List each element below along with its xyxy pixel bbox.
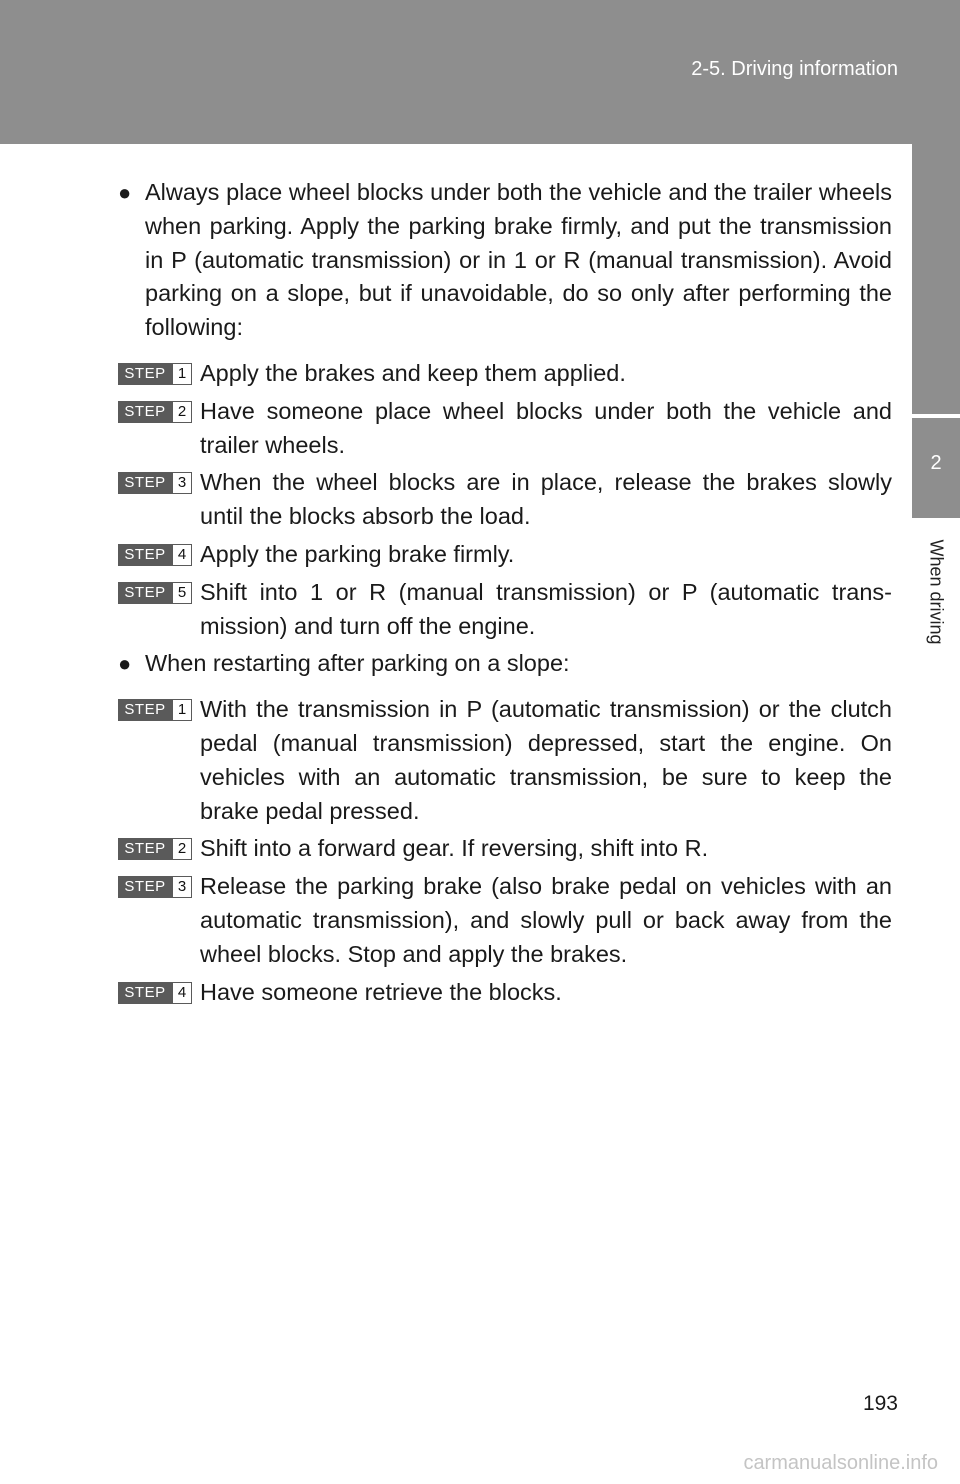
bullet-text: Always place wheel blocks under both the vehicle and the trailer wheels when parking. Apply the parking brake firmly, and put the transmission in P (automatic transmission) or in 1 or R (manual transmission). Avoid parking on a slope, but if unavoidable, do so only after performing the following:: [145, 179, 892, 341]
section-title: 2-5. Driving information: [691, 58, 898, 80]
bullet-icon: ●: [118, 180, 132, 205]
restart-bullet: [118, 647, 892, 681]
step-text: When the wheel blocks are in place, release the brakes slowly until the blocks absorb the load.: [200, 469, 892, 530]
page-header: [0, 0, 960, 144]
step-badge: STEP 3: [118, 876, 194, 898]
step-badge: STEP 3: [118, 472, 194, 494]
step-text: Apply the parking brake firmly.: [200, 540, 515, 567]
page-number: 193: [862, 1392, 898, 1415]
parking-step-5: [118, 576, 892, 644]
step-text: With the transmission in P (automatic transmission) or the clutch pedal (manual transmission) depressed, start the engine. On vehicles with an automatic transmission, be sure to keep the brake pedal pressed.: [200, 696, 892, 824]
restart-step-3: [118, 870, 892, 971]
restart-step-2: [118, 832, 892, 866]
step-text: Apply the brakes and keep them applied.: [200, 359, 626, 386]
step-badge: STEP 1: [118, 363, 194, 385]
parking-step-3: [118, 466, 892, 534]
page-content: [118, 176, 892, 1013]
parking-step-1: [118, 357, 892, 391]
watermark: carmanualsonline.info: [743, 1452, 938, 1474]
step-badge: STEP 5: [118, 582, 194, 604]
step-badge: STEP 1: [118, 699, 194, 721]
parking-step-2: [118, 395, 892, 463]
step-text: Shift into a forward gear. If reversing, shift into R.: [200, 835, 709, 862]
step-badge: STEP 2: [118, 838, 194, 860]
chapter-tab: [912, 418, 960, 518]
step-text: Have someone place wheel blocks under both the vehicle and trailer wheels.: [200, 397, 892, 458]
bullet-icon: ●: [118, 651, 132, 677]
parking-bullet: [118, 176, 892, 345]
restart-step-1: [118, 693, 892, 828]
side-tab-bar: [912, 144, 960, 414]
chapter-label: When driving: [926, 539, 947, 645]
chapter-number: 2: [930, 452, 942, 474]
step-text: Shift into 1 or R (manual transmission) or P (automatic trans- mission) and turn off the engine.: [200, 578, 892, 639]
step-badge: STEP 4: [118, 544, 194, 566]
restart-step-4: [118, 976, 892, 1010]
parking-step-4: [118, 538, 892, 572]
step-text: Have someone retrieve the blocks.: [200, 978, 562, 1005]
step-badge: STEP 4: [118, 982, 194, 1004]
bullet-text: When restarting after parking on a slope:: [145, 650, 570, 677]
step-badge: STEP 2: [118, 401, 194, 423]
step-text: Release the parking brake (also brake pedal on vehicles with an automatic transmission), and slowly pull or back away from the wheel blocks. Stop and apply the brakes.: [200, 873, 892, 967]
